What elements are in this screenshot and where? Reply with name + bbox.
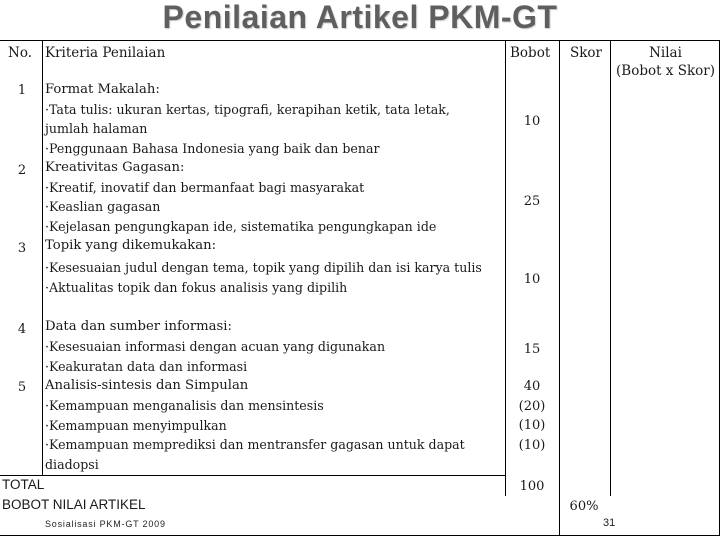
bobot-value: 25: [523, 194, 541, 209]
row-number: 3: [17, 241, 27, 256]
criterion-line: ·Kreatif, inovatif dan bermanfaat bagi masyarakat: [45, 179, 365, 195]
skor-column-rule: [610, 40, 611, 496]
criterion-line: jumlah halaman: [45, 121, 148, 136]
header-bobot: Bobot: [510, 45, 551, 61]
header-kriteria: Kriteria Penilaian: [45, 45, 166, 61]
criterion-line: ·Kesesuaian judul dengan tema, topik yang dipilih dan isi karya tulis: [45, 260, 482, 275]
row-number: 1: [17, 83, 27, 98]
criterion-line: ·Tata tulis: ukuran kertas, tipografi, kerapihan ketik, tata letak,: [45, 101, 450, 117]
bobot-nilai-label: BOBOT NILAI ARTIKEL: [2, 497, 146, 512]
header-skor: Skor: [570, 45, 603, 61]
total-label: TOTAL: [2, 477, 45, 492]
bobot-nilai-skor: 60%: [569, 499, 599, 514]
bobot-value: 10: [523, 114, 541, 129]
criterion-heading: Analisis-sintesis dan Simpulan: [45, 378, 249, 393]
table-top-rule: [0, 40, 719, 41]
total-rule: [0, 475, 505, 476]
header-nilai-formula: (Bobot x Skor): [616, 63, 715, 79]
bobot-sub-value: (20): [518, 398, 546, 414]
bobot-sub-value: (10): [518, 437, 546, 453]
criterion-line: ·Keaslian gagasan: [45, 199, 161, 214]
header-no: No.: [8, 45, 32, 61]
criterion-heading: Data dan sumber informasi:: [45, 319, 232, 334]
criterion-line: ·Kemampuan menyimpulkan: [45, 417, 227, 433]
bobot-value: 40: [523, 379, 541, 394]
row-number: 2: [17, 163, 27, 178]
criterion-heading: Format Makalah:: [45, 82, 160, 97]
criterion-heading: Kreativitas Gagasan:: [45, 160, 185, 175]
bobot-value: 10: [523, 272, 541, 287]
criterion-line: diadopsi: [45, 456, 99, 472]
slide-title: Penilaian Artikel PKM-GT: [162, 0, 558, 35]
no-column-rule: [42, 40, 43, 476]
bobot-sub-value: (10): [518, 418, 546, 433]
criterion-line: ·Kemampuan memprediksi dan mentransfer gagasan untuk dapat: [45, 437, 465, 452]
page-number: 31: [603, 517, 616, 529]
row-number: 5: [17, 380, 27, 395]
bobot-value: 15: [523, 342, 541, 357]
bobot-column-rule: [559, 40, 560, 535]
row-number: 4: [17, 322, 27, 337]
criterion-line: ·Aktualitas topik dan fokus analisis yang dipilih: [45, 279, 348, 295]
footer-text: Sosialisasi PKM-GT 2009: [45, 519, 166, 529]
criterion-line: ·Kemampuan menganalisis dan mensintesis: [45, 398, 324, 413]
criterion-line: ·Penggunaan Bahasa Indonesia yang baik dan benar: [45, 140, 380, 156]
total-bobot: 100: [519, 479, 545, 494]
criterion-heading: Topik yang dikemukakan:: [45, 238, 217, 253]
header-nilai: Nilai: [649, 45, 682, 61]
criterion-line: ·Kesesuaian informasi dengan acuan yang digunakan: [45, 339, 386, 354]
criterion-line: ·Kejelasan pengungkapan ide, sistematika pengungkapan ide: [45, 218, 437, 234]
criterion-line: ·Keakuratan data dan informasi: [45, 358, 248, 374]
